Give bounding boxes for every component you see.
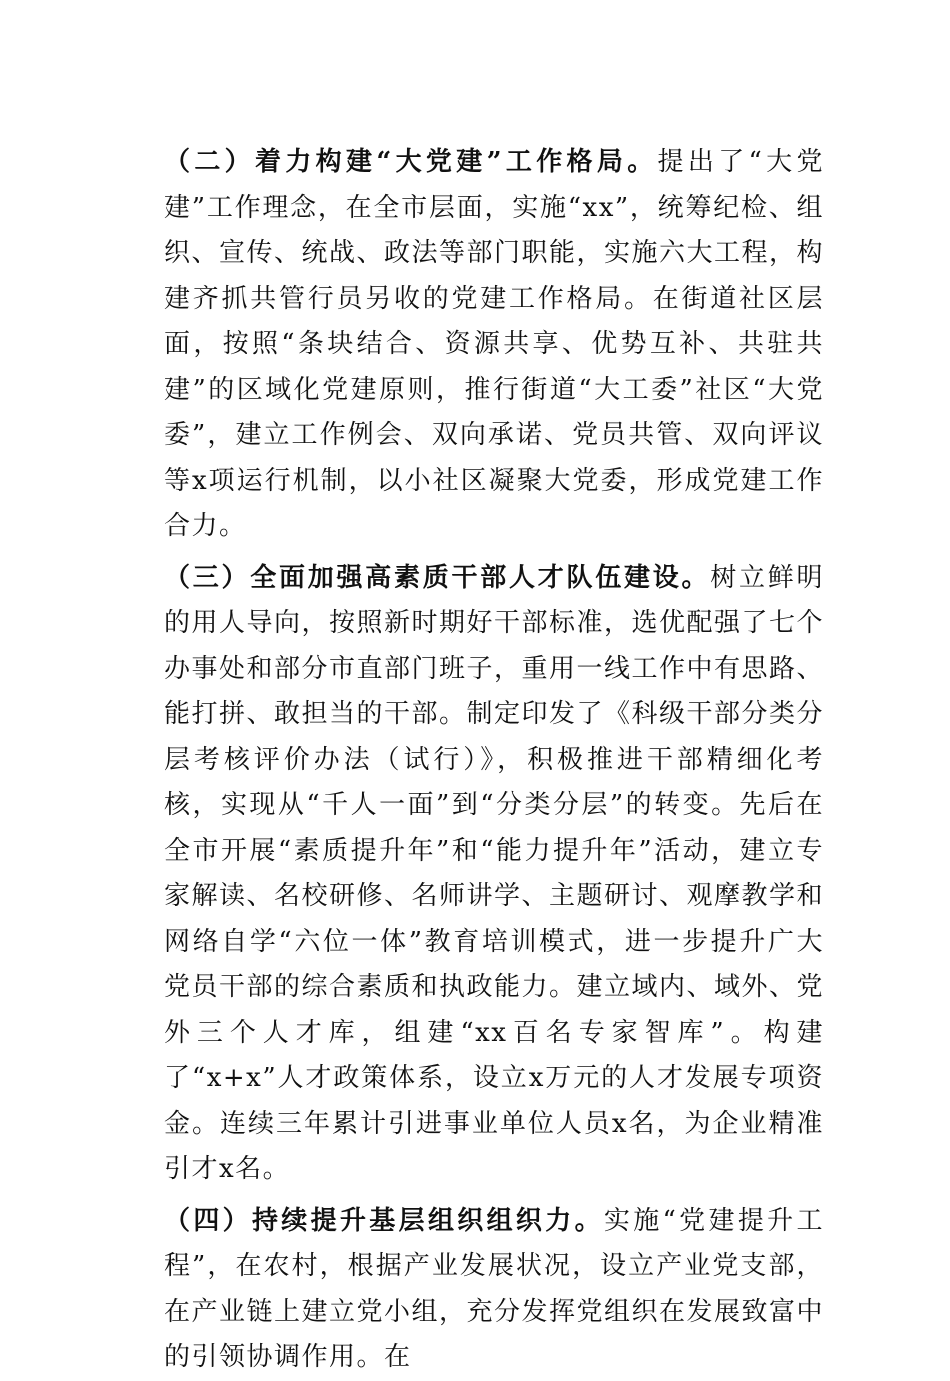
paragraph-3-heading: （三）全面加强高素质干部人才队伍建设。 [164, 562, 711, 593]
paragraph-4 [164, 1199, 824, 1381]
paragraph-2-body: 提出了“大党建”工作理念，在全市层面，实施“xx”，统筹纪检、组织、宣传、统战、政法等部门职能，实施六大工程，构建齐抓共管行员另收的党建工作格局。在街道社区层面，按照“条块结合、资源共享、优势互补、共驻共建”的区域化党建原则，推行街道“大工委”社区“大党委”，建立工作例会、双向承诺、党员共管、双向评议等x项运行机制，以小社区凝聚大党委，形成党建工作合力。 [164, 147, 825, 541]
paragraph-3 [164, 556, 824, 1193]
paragraph-2 [164, 140, 824, 550]
paragraph-3-body: 树立鲜明的用人导向，按照新时期好干部标准，选优配强了七个办事处和部分市直部门班子，重用一线工作中有思路、能打拼、敢担当的干部。制定印发了《科级干部分类分层考核评价办法（试行）》，积极推进干部精细化考核，实现从“千人一面”到“分类分层”的转变。先后在全市开展“素质提升年”和“能力提升年”活动，建立专家解读、名校研修、名师讲学、主题研讨、观摩教学和网络自学“六位一体”教育培训模式，进一步提升广大党员干部的综合素质和执政能力。建立域内、域外、党外三个人才库，组建“xx百名专家智库”。构建了“x+x”人才政策体系，设立x万元的人才发展专项资金。连续三年累计引进事业单位人员x名，为企业精准引才x名。 [164, 562, 825, 1184]
paragraph-2-heading: （二）着力构建“大党建”工作格局。 [164, 147, 658, 177]
paragraph-4-body: 实施“党建提升工程”，在农村，根据产业发展状况，设立产业党支部，在产业链上建立党小组，充分发挥党组织在发展致富中的引领协调作用。在 [164, 1205, 825, 1372]
document-page [164, 140, 824, 1381]
paragraph-4-heading: （四）持续提升基层组织组织力。 [164, 1205, 604, 1236]
